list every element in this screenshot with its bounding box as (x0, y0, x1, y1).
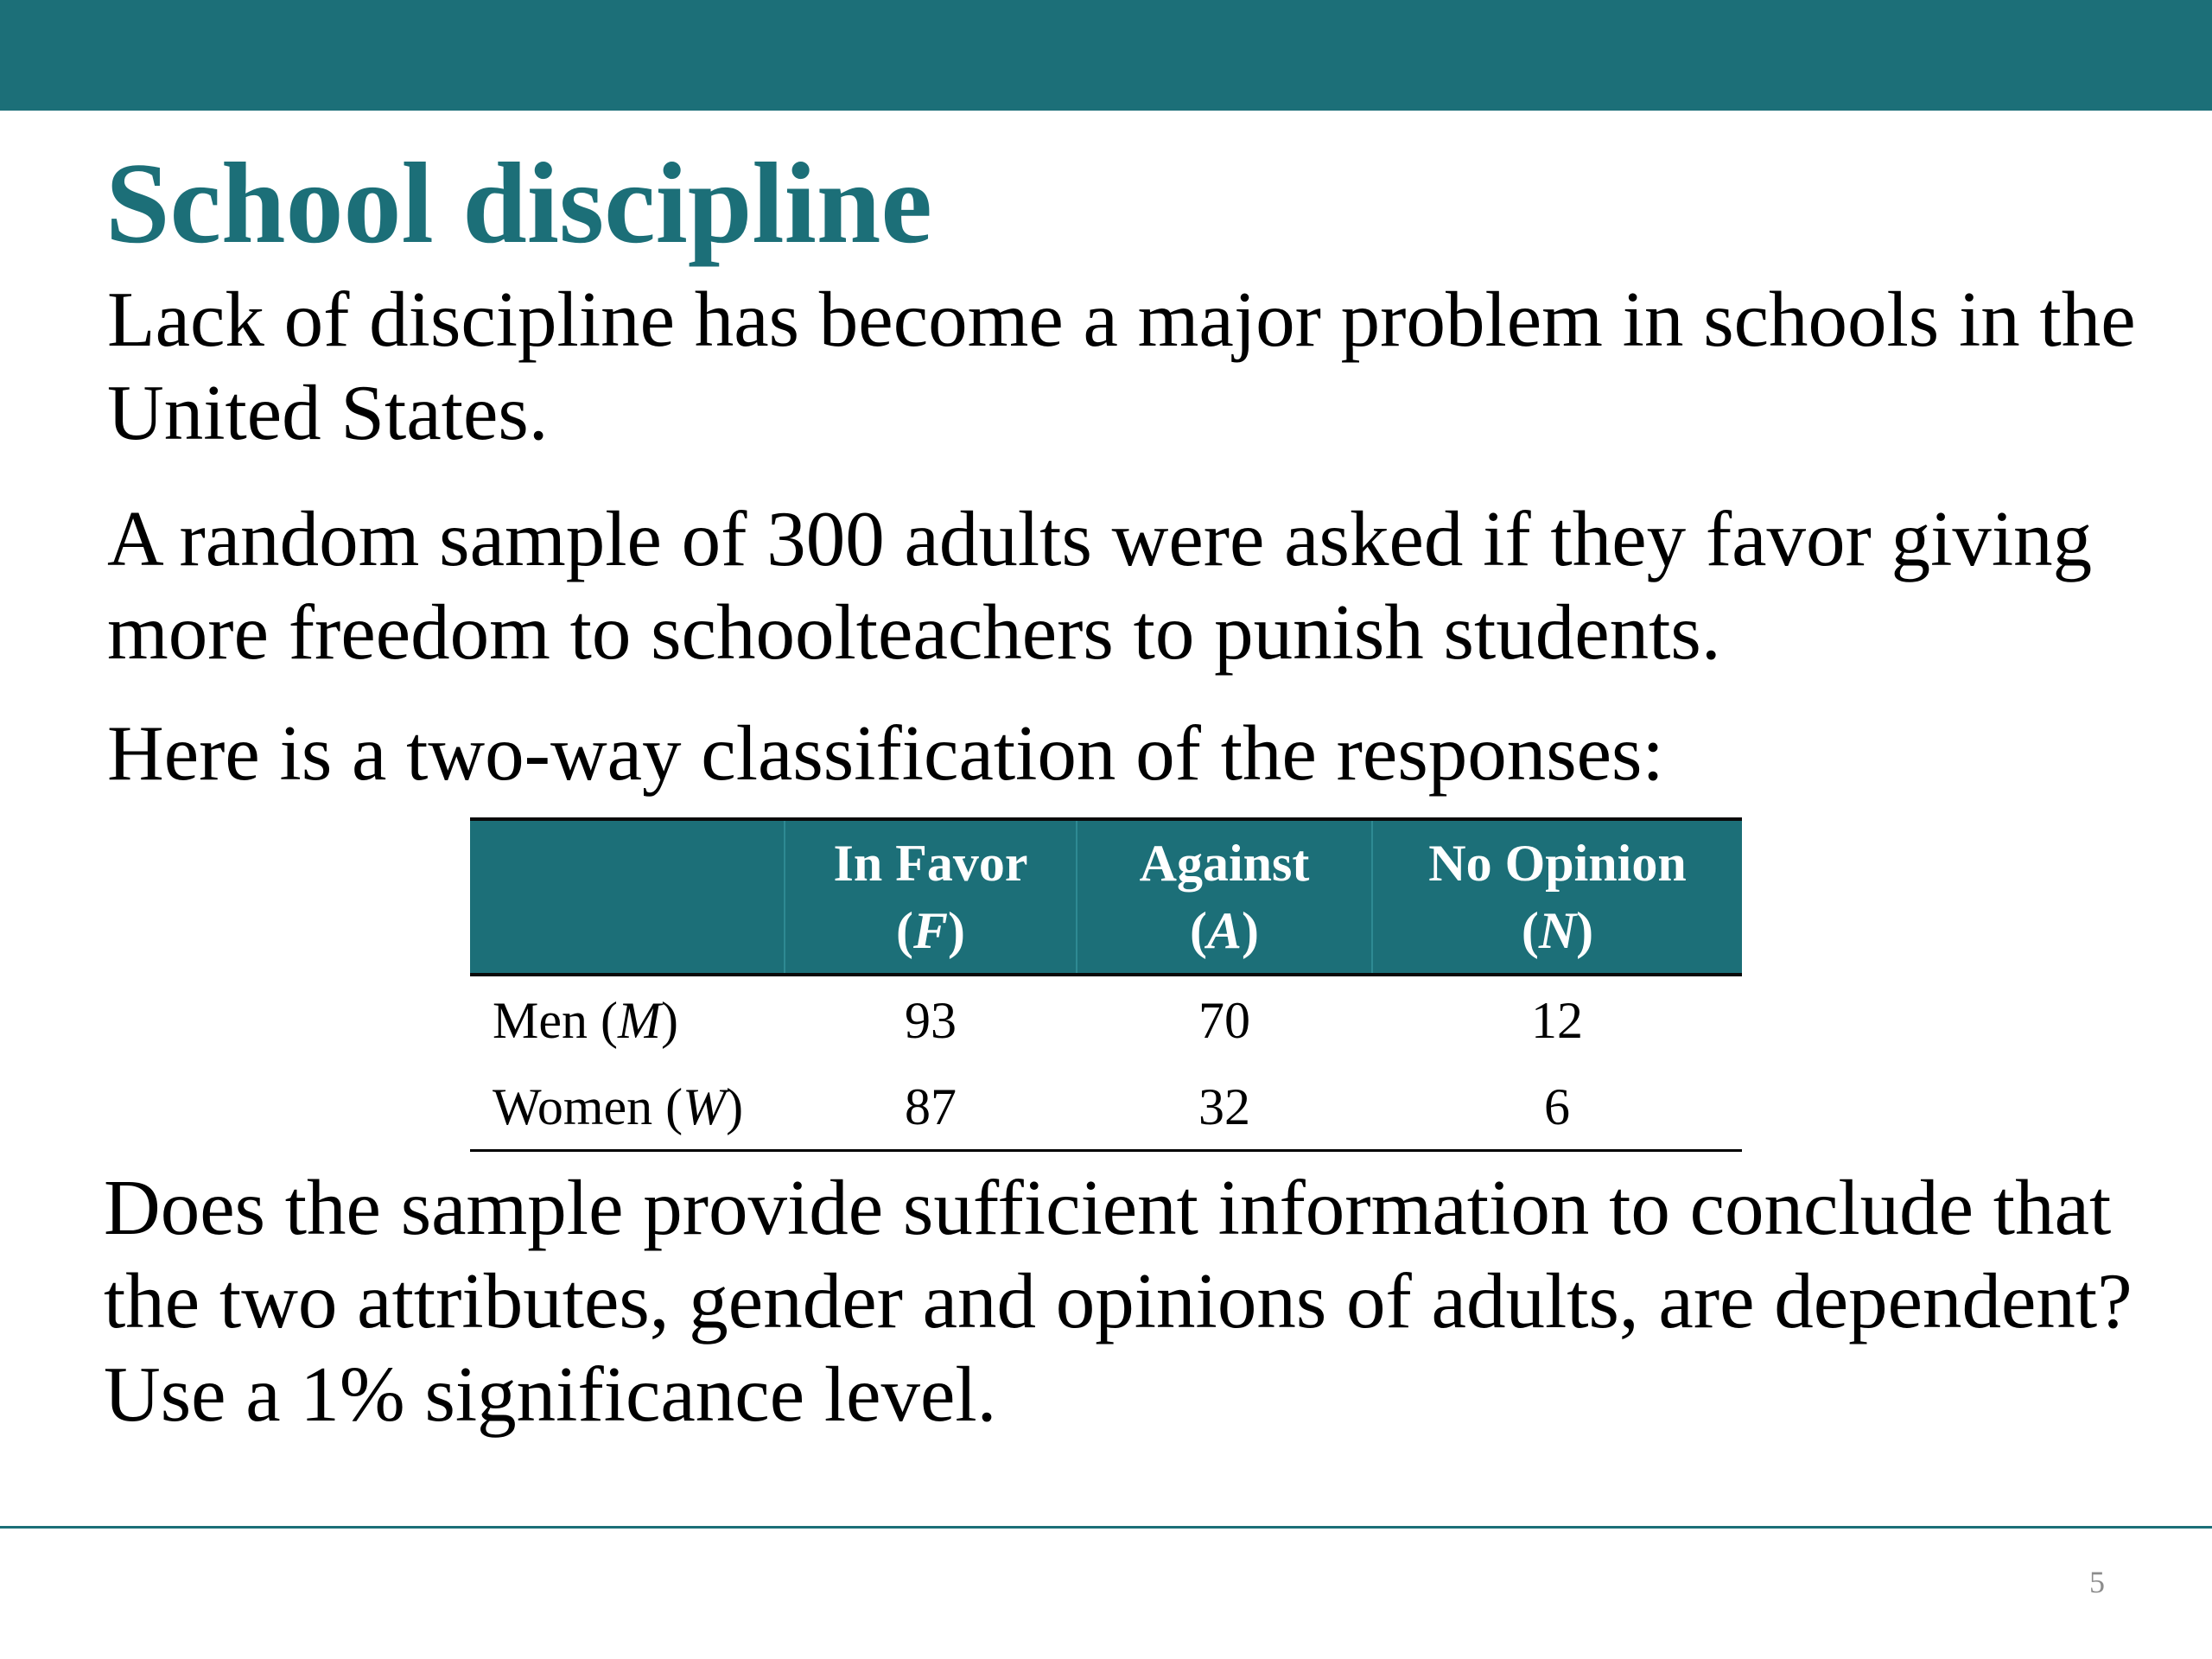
table-intro-paragraph: Here is a two-way classification of the responses: (107, 709, 1664, 797)
footer-divider (0, 1526, 2212, 1529)
page-number: 5 (2089, 1565, 2105, 1599)
question-paragraph: Does the sample provide sufficient information to conclude that the two attributes, gender and opinions of adults, are dependent? Use a 1% significance level. (104, 1164, 2133, 1438)
row-label-women: Women (W) (470, 1063, 785, 1151)
corner-header-cell (470, 819, 785, 975)
table-cell: 12 (1531, 992, 1583, 1049)
sample-paragraph: A random sample of 300 adults were asked if they favor giving more freedom to schoolteachers to punish students. (107, 495, 2093, 676)
table-header-row (470, 819, 1742, 975)
table-cell: 87 (785, 1063, 1077, 1151)
contingency-table (470, 817, 1742, 1152)
column-header-no-opinion: No Opinion (N) (1372, 819, 1742, 975)
table-cell: 6 (1372, 1063, 1742, 1151)
table-row-women (470, 1063, 1742, 1151)
slide-title: School discipline (105, 139, 932, 267)
table-cell: 93 (905, 992, 957, 1049)
table-row-men (470, 975, 1742, 1063)
header-bar (0, 0, 2212, 111)
table-cell: 70 (1198, 992, 1250, 1049)
intro-paragraph: Lack of discipline has become a major problem in schools in the United States. (107, 276, 2136, 456)
table-cell: 32 (1077, 1063, 1372, 1151)
row-label-men: Men (M) (493, 992, 678, 1049)
column-header-against: Against (A) (1077, 819, 1372, 975)
column-header-in-favor: In Favor (F) (785, 819, 1077, 975)
